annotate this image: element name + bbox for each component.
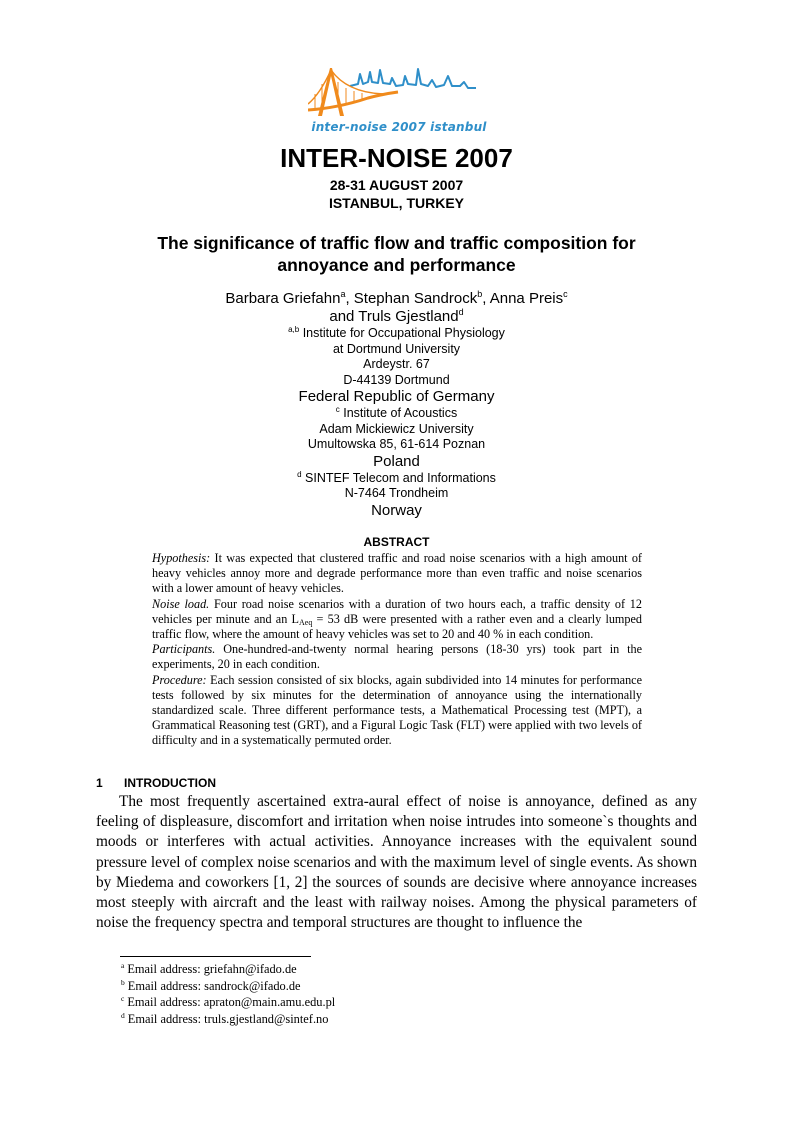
affiliation-ab bbox=[0, 326, 793, 388]
abstract-text: = 53 dB were presented with a rather even and a clearly lumped traffic flow, where the amount of heavy vehicles was set to 20 and 40 % in each condition. bbox=[152, 611, 643, 642]
author-affiliation-mark: b bbox=[477, 289, 483, 299]
affiliation-line: D-44139 Dortmund bbox=[343, 372, 450, 387]
author-affiliation-mark: d bbox=[458, 307, 464, 317]
footnote-mark: c bbox=[121, 994, 125, 1004]
abstract-heading: ABSTRACT bbox=[363, 535, 430, 549]
affiliation-line: Adam Mickiewicz University bbox=[319, 421, 474, 436]
author-line-2 bbox=[0, 308, 793, 326]
abstract-text: It was expected that clustered traffic and road noise scenarios with a high amount of heavy vehicles annoy more and degrade performance more than even traffic and noise scenarios with a lower amount of heavy vehicles. bbox=[152, 551, 642, 596]
author-name: and Truls Gjestland bbox=[329, 308, 459, 325]
footnote bbox=[121, 961, 335, 978]
abstract-text: Four road noise scenarios with a duration of two hours each, a traffic density of 12 vehicles per minute and an L bbox=[152, 596, 642, 626]
footnote bbox=[121, 1011, 335, 1028]
abstract-subscript: Aeq bbox=[298, 617, 313, 627]
conference-title: INTER-NOISE 2007 bbox=[280, 143, 513, 173]
affiliation-mark: a,b bbox=[288, 325, 300, 334]
affiliation-name: SINTEF Telecom and Informations bbox=[301, 470, 496, 485]
footnote-text: Email address: sandrock@ifado.de bbox=[127, 978, 301, 993]
abstract-label: Hypothesis: bbox=[152, 551, 211, 565]
section-title: INTRODUCTION bbox=[124, 776, 216, 790]
paper-title bbox=[0, 232, 793, 276]
affiliation-d bbox=[0, 471, 793, 502]
affiliation-name: Institute of Acoustics bbox=[339, 406, 458, 420]
footnote-divider bbox=[120, 956, 311, 957]
abstract-procedure bbox=[152, 673, 642, 749]
footnote-mark: d bbox=[121, 1010, 125, 1020]
affiliation-mark: c bbox=[335, 405, 340, 414]
affiliation-country: Poland bbox=[373, 452, 420, 470]
abstract-participants bbox=[152, 642, 642, 672]
paper-title-line1: The significance of traffic flow and traffic composition for bbox=[157, 233, 636, 253]
author-affiliation-mark: c bbox=[563, 289, 568, 299]
abstract-text: Each session consisted of six blocks, again subdivided into 14 minutes for performance tests followed by six minutes for the determination of annoyance using the internationally standardized scale. Three different performance tests, a Mathematical Processing test (MPT), a Grammatical Reasoning test (GRT), and a Figural Logic Task (FLT) were applied with two levels of difficulty and in a systematically permuted order. bbox=[152, 672, 642, 748]
author-name: , Anna Preis bbox=[482, 290, 564, 307]
footnote-text: Email address: truls.gjestland@sintef.no bbox=[127, 1011, 329, 1026]
conference-logo bbox=[308, 64, 490, 136]
abstract-noise-load bbox=[152, 597, 642, 643]
abstract-text: One-hundred-and-twenty normal hearing persons (18-30 yrs) took part in the experiments, 20 in each condition. bbox=[152, 642, 642, 672]
abstract-body bbox=[152, 551, 642, 749]
abstract-label: Noise load. bbox=[152, 596, 210, 611]
section-number: 1 bbox=[96, 776, 103, 790]
footnote-mark: b bbox=[121, 977, 125, 987]
affiliation-c bbox=[0, 406, 793, 453]
footnote-mark: a bbox=[121, 961, 125, 970]
paper-title-line2: annoyance and performance bbox=[277, 255, 516, 275]
footnote bbox=[121, 994, 335, 1011]
affiliation-country: Federal Republic of Germany bbox=[298, 388, 495, 405]
footnotes bbox=[121, 961, 335, 1027]
section-heading bbox=[96, 776, 216, 790]
conference-date: 28-31 AUGUST 2007 bbox=[329, 177, 464, 193]
affiliation-name: Institute for Occupational Physiology bbox=[299, 326, 505, 340]
author-name: Barbara Griefahn bbox=[225, 290, 341, 307]
affiliation-line: Ardeystr. 67 bbox=[363, 357, 430, 371]
footnote-text: Email address: griefahn@ifado.de bbox=[127, 962, 297, 976]
author-affiliation-mark: a bbox=[340, 289, 346, 299]
introduction-paragraph: The most frequently ascertained extra-aural effect of noise is annoyance, defined as any feeling of displeasure, discomfort and irritation when noise intrudes into someone`s thoughts and moods or interferes with actual activities. Annoyance increases with the equivalent sound pressure level of complex noise scenarios and with the maximum level of single events. As shown by Miedema and coworkers [1, 2] the sources of sounds are decisive where annoyance increases most steeply with aircraft and the least with railway noises. Among the physical parameters of noise the frequency spectra and temporal structures are thought to influence the bbox=[96, 793, 697, 932]
footnote bbox=[121, 978, 335, 995]
affiliation-line: Umultowska 85, 61-614 Poznan bbox=[307, 437, 486, 451]
author-line-1 bbox=[0, 290, 793, 308]
abstract-label: Participants. bbox=[152, 642, 216, 657]
affiliation-mark: d bbox=[297, 469, 302, 479]
logo-text: inter-noise 2007 istanbul bbox=[311, 120, 487, 134]
bridge-skyline-icon bbox=[308, 64, 490, 122]
abstract-hypothesis bbox=[152, 551, 642, 597]
conference-place: ISTANBUL, TURKEY bbox=[328, 195, 465, 211]
author-block bbox=[0, 290, 793, 520]
affiliation-line: N-7464 Trondheim bbox=[344, 486, 449, 500]
abstract-label: Procedure: bbox=[152, 672, 207, 687]
author-name: , Stephan Sandrock bbox=[345, 290, 478, 307]
affiliation-country: Norway bbox=[371, 501, 422, 519]
introduction-body bbox=[96, 792, 697, 933]
footnote-text: Email address: apraton@main.amu.edu.pl bbox=[127, 995, 336, 1010]
affiliation-line: at Dortmund University bbox=[332, 341, 461, 356]
